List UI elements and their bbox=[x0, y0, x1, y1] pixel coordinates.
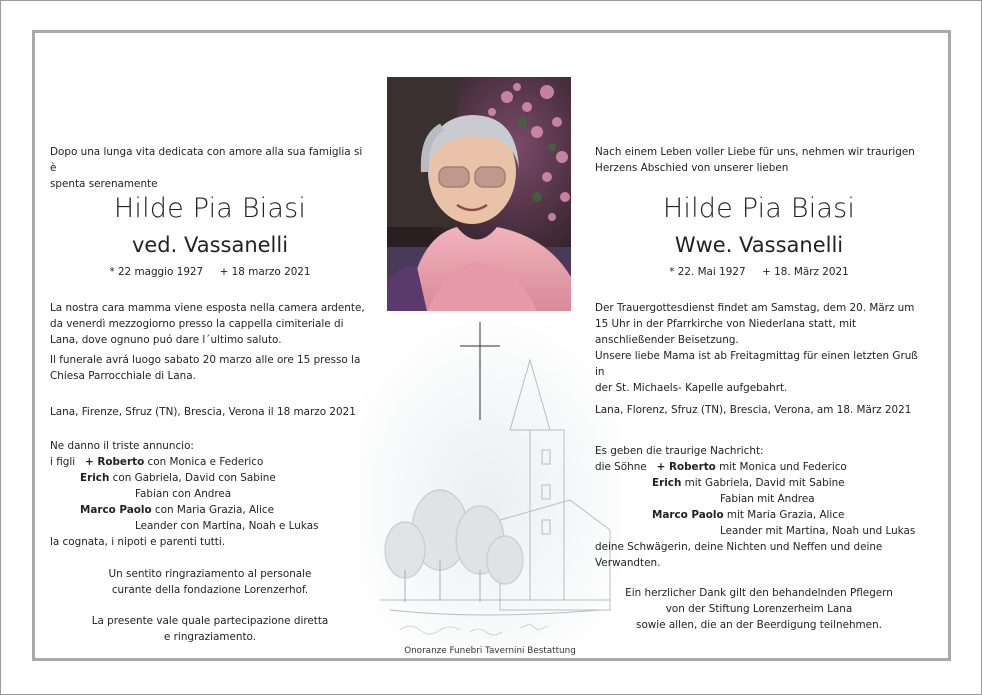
left-marco: Marco Paolo bbox=[80, 504, 152, 516]
left-para2-line-2: Chiesa Parrocchiale di Lana. bbox=[50, 370, 196, 382]
right-intro-line-1: Nach einem Leben voller Liebe für uns, nehmen wir traurigen bbox=[595, 146, 915, 158]
right-para1-line-3: anschließender Beisetzung. bbox=[595, 334, 739, 346]
right-deceased-name: Hilde Pia Biasi bbox=[662, 193, 856, 224]
right-birth-date: * 22. Mai 1927 bbox=[669, 266, 746, 278]
left-para-funeral bbox=[50, 352, 370, 384]
left-deceased-subname: ved. Vassanelli bbox=[131, 233, 289, 257]
left-para1-line-3: Lana, dove ognuno puó dare l´ultimo saluto. bbox=[50, 334, 282, 346]
left-closing-line-2: e ringraziamento. bbox=[163, 631, 257, 643]
left-children-prefix: i figli bbox=[50, 456, 76, 468]
left-birth-date: * 22 maggio 1927 bbox=[109, 266, 204, 278]
left-row-leander: Leander con Martina, Noah e Lukas bbox=[135, 520, 319, 532]
left-row-fabian: Fabian con Andrea bbox=[135, 488, 232, 500]
right-roberto-rest: mit Monica und Federico bbox=[719, 461, 847, 473]
right-deceased-subname: Wwe. Vassanelli bbox=[674, 233, 844, 257]
left-row-erich bbox=[50, 470, 370, 486]
left-announce: Ne danno il triste annuncio: bbox=[50, 440, 194, 452]
right-relatives-line-2: Verwandten. bbox=[595, 557, 661, 569]
right-dates bbox=[595, 264, 923, 280]
left-thanks-line-1: Un sentito ringraziamento al personale bbox=[108, 568, 312, 580]
right-place-date: Lana, Florenz, Sfruz (TN), Brescia, Verona, am 18. März 2021 bbox=[595, 404, 912, 416]
right-marco: Marco Paolo bbox=[652, 509, 724, 521]
right-erich-rest: mit Gabriela, David mit Sabine bbox=[684, 477, 845, 489]
funeral-home-footer: Onoranze Funebri Tavernini Bestattung bbox=[404, 646, 576, 656]
right-thanks bbox=[595, 585, 923, 633]
left-family-list bbox=[50, 438, 370, 550]
left-roberto-rest: con Monica e Federico bbox=[147, 456, 264, 468]
left-death-date: + 18 marzo 2021 bbox=[219, 266, 311, 278]
right-intro bbox=[595, 144, 923, 176]
right-family-list bbox=[595, 443, 923, 571]
right-row-erich bbox=[595, 475, 923, 491]
right-thanks-line-1: Ein herzlicher Dank gilt den behandelnden Pflegern bbox=[625, 587, 893, 599]
right-relatives-line-1: deine Schwägerin, deine Nichten und Neffen und deine bbox=[595, 541, 883, 553]
left-row-marco bbox=[50, 502, 370, 518]
right-para-service bbox=[595, 300, 923, 348]
cross-icon bbox=[460, 322, 500, 420]
left-intro bbox=[50, 144, 370, 192]
right-thanks-line-2: von der Stiftung Lorenzerheim Lana bbox=[665, 603, 853, 615]
right-para2-line-2: der St. Michaels- Kapelle aufgebahrt. bbox=[595, 382, 788, 394]
left-deceased-name: Hilde Pia Biasi bbox=[113, 193, 307, 224]
right-children-prefix: die Söhne bbox=[595, 461, 647, 473]
right-marco-rest: mit Maria Grazia, Alice bbox=[726, 509, 845, 521]
left-closing bbox=[50, 613, 370, 645]
right-para-wake bbox=[595, 348, 923, 396]
right-death-date: + 18. März 2021 bbox=[762, 266, 849, 278]
left-relatives: la cognata, i nipoti e parenti tutti. bbox=[50, 536, 226, 548]
left-para1-line-1: La nostra cara mamma viene esposta nella camera ardente, bbox=[50, 302, 365, 314]
left-closing-line-1: La presente vale quale partecipazione diretta bbox=[91, 615, 329, 627]
right-row-fabian: Fabian mit Andrea bbox=[720, 493, 815, 505]
right-intro-line-2: Herzens Abschied von unserer lieben bbox=[595, 162, 789, 174]
left-place-date: Lana, Firenze, Sfruz (TN), Brescia, Verona il 18 marzo 2021 bbox=[50, 406, 356, 418]
left-thanks-line-2: curante della fondazione Lorenzerhof. bbox=[111, 584, 309, 596]
left-para-wake bbox=[50, 300, 370, 348]
right-row-leander: Leander mit Martina, Noah und Lukas bbox=[720, 525, 916, 537]
right-erich: Erich bbox=[652, 477, 682, 489]
left-erich-rest: con Gabriela, David con Sabine bbox=[112, 472, 276, 484]
left-dates bbox=[50, 264, 370, 280]
left-marco-rest: con Maria Grazia, Alice bbox=[154, 504, 275, 516]
right-para1-line-2: 15 Uhr in der Pfarrkirche von Niederlana statt, mit bbox=[595, 318, 857, 330]
left-para1-line-2: da venerdì mezzogiorno presso la cappella cimiteriale di bbox=[50, 318, 344, 330]
left-row-roberto bbox=[50, 454, 370, 470]
right-row-marco bbox=[595, 507, 923, 523]
left-thanks bbox=[50, 566, 370, 598]
portrait-photo bbox=[387, 77, 571, 311]
right-para2-line-1: Unsere liebe Mama ist ab Freitagmittag für einen letzten Gruß in bbox=[595, 350, 918, 378]
left-roberto: + Roberto bbox=[85, 456, 145, 468]
right-para1-line-1: Der Trauergottesdienst findet am Samstag, dem 20. März um bbox=[595, 302, 915, 314]
right-row-roberto bbox=[595, 459, 923, 475]
right-thanks-line-3: sowie allen, die an der Beerdigung teilnehmen. bbox=[636, 619, 882, 631]
right-announce: Es geben die traurige Nachricht: bbox=[595, 445, 764, 457]
left-intro-line-2: spenta serenamente bbox=[50, 178, 158, 190]
left-para2-line-1: Il funerale avrá luogo sabato 20 marzo alle ore 15 presso la bbox=[50, 354, 361, 366]
left-intro-line-1: Dopo una lunga vita dedicata con amore alla sua famiglia si è bbox=[50, 146, 363, 174]
right-roberto: + Roberto bbox=[656, 461, 716, 473]
left-erich: Erich bbox=[80, 472, 110, 484]
